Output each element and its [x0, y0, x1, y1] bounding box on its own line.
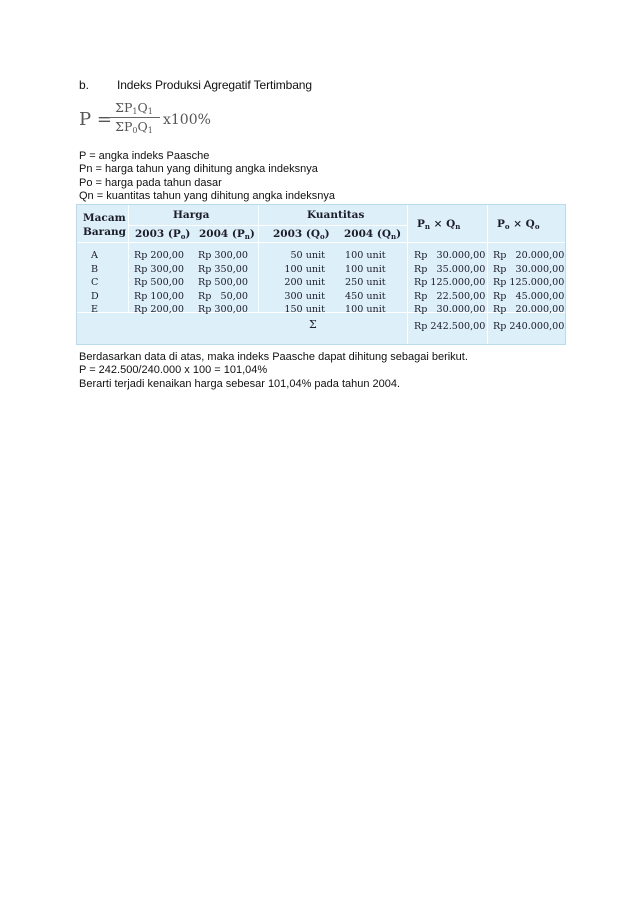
- table-cell: B: [91, 263, 99, 275]
- table-cell: 250 unit: [345, 277, 386, 289]
- definitions-list: [79, 150, 335, 204]
- table-cell: Rp 50,00: [198, 290, 248, 302]
- table-cell: C: [91, 277, 99, 289]
- table-cell: Rp 20.000,00: [493, 250, 565, 261]
- table-cell: 100 unit: [345, 304, 386, 316]
- header-barang: Barang: [83, 226, 126, 238]
- header-2004-qn: 2004 (Qn): [344, 228, 402, 241]
- section-heading: [79, 78, 312, 92]
- table-cell: 100 unit: [345, 263, 386, 275]
- header-pn-x-qn: Pn × Qn: [417, 218, 461, 231]
- conclusion-line: P = 242.500/240.000 x 100 = 101,04%: [79, 364, 268, 377]
- table-cell: Rp 35.000,00: [414, 263, 486, 275]
- header-macam: Macam: [83, 212, 126, 224]
- table-cell: Rp 300,00: [134, 263, 184, 275]
- header-2003-po: 2003 (Po): [135, 228, 191, 241]
- sum-label: Σ: [309, 318, 317, 331]
- definition-line: Qn = kuantitas tahun yang dihitung angka indeksnya: [79, 190, 335, 203]
- header-2004-pn: 2004 (Pn): [199, 228, 255, 241]
- table-cell: E: [91, 304, 99, 316]
- header-kuantitas: Kuantitas: [307, 209, 365, 221]
- table-cell: Rp 300,00: [198, 304, 248, 316]
- conclusion-line: Berarti terjadi kenaikan harga sebesar 101,04% pada tahun 2004.: [79, 377, 401, 390]
- table-cell: 50 unit: [290, 250, 325, 261]
- table-cell: Rp 30.000,00: [414, 304, 486, 316]
- sum-po-x-qo: Rp 240.000,00: [493, 321, 565, 332]
- table-cell: Rp 30.000,00: [493, 263, 565, 275]
- table-cell: Rp 125.000,00: [414, 277, 486, 289]
- formula-numerator: $\Sigma P_1Q_1$: [108, 100, 160, 118]
- formula-fraction: [108, 100, 160, 135]
- table-cell: D: [91, 290, 99, 302]
- table-cell: 100 unit: [345, 250, 386, 261]
- conclusion-line: Berdasarkan data di atas, maka indeks Paasche dapat dihitung sebagai berikut.: [79, 351, 468, 363]
- definition-line: Po = harga pada tahun dasar: [79, 176, 222, 189]
- section-marker: b.: [79, 78, 89, 92]
- table-cell: Rp 350,00: [198, 263, 248, 275]
- table-cell: Rp 300,00: [198, 250, 248, 261]
- sum-pn-x-qn: Rp 242.500,00: [414, 321, 486, 332]
- header-po-x-qo: Po × Qo: [497, 218, 540, 231]
- table-cell: Rp 20.000,00: [493, 304, 565, 316]
- table-cell: Rp 100,00: [134, 290, 184, 302]
- table-cell: Rp 125.000,00: [493, 277, 565, 289]
- table-cell: 150 unit: [284, 304, 325, 316]
- table-cell: 200 unit: [284, 277, 325, 289]
- table-cell: Rp 500,00: [134, 277, 184, 289]
- table-cell: Rp 45.000,00: [493, 290, 565, 302]
- section-title: Indeks Produksi Agregatif Tertimbang: [117, 78, 312, 92]
- table-cell: 450 unit: [345, 290, 386, 302]
- formula-lhs: P =: [79, 109, 112, 130]
- conclusion: [79, 351, 468, 391]
- definition-line: Pn = harga tahun yang dihitung angka indeksnya: [79, 163, 318, 176]
- table-cell: Rp 22.500,00: [414, 290, 486, 302]
- formula-multiplier: x100%: [163, 112, 211, 128]
- paasche-table: [76, 204, 566, 345]
- table-cell: A: [91, 250, 98, 261]
- table-cell: Rp 200,00: [134, 304, 184, 316]
- table-cell: 300 unit: [284, 290, 325, 302]
- header-2003-qo: 2003 (Qo): [273, 228, 330, 241]
- table-cell: Rp 500,00: [198, 277, 248, 289]
- table-cell: 100 unit: [284, 263, 325, 275]
- table-cell: Rp 30.000,00: [414, 250, 486, 261]
- paasche-formula: [79, 100, 229, 140]
- formula-denominator: $\Sigma P_0Q_1$: [115, 119, 153, 135]
- header-harga: Harga: [173, 209, 210, 221]
- definition-line: P = angka indeks Paasche: [79, 150, 210, 162]
- table-cell: Rp 200,00: [134, 250, 184, 261]
